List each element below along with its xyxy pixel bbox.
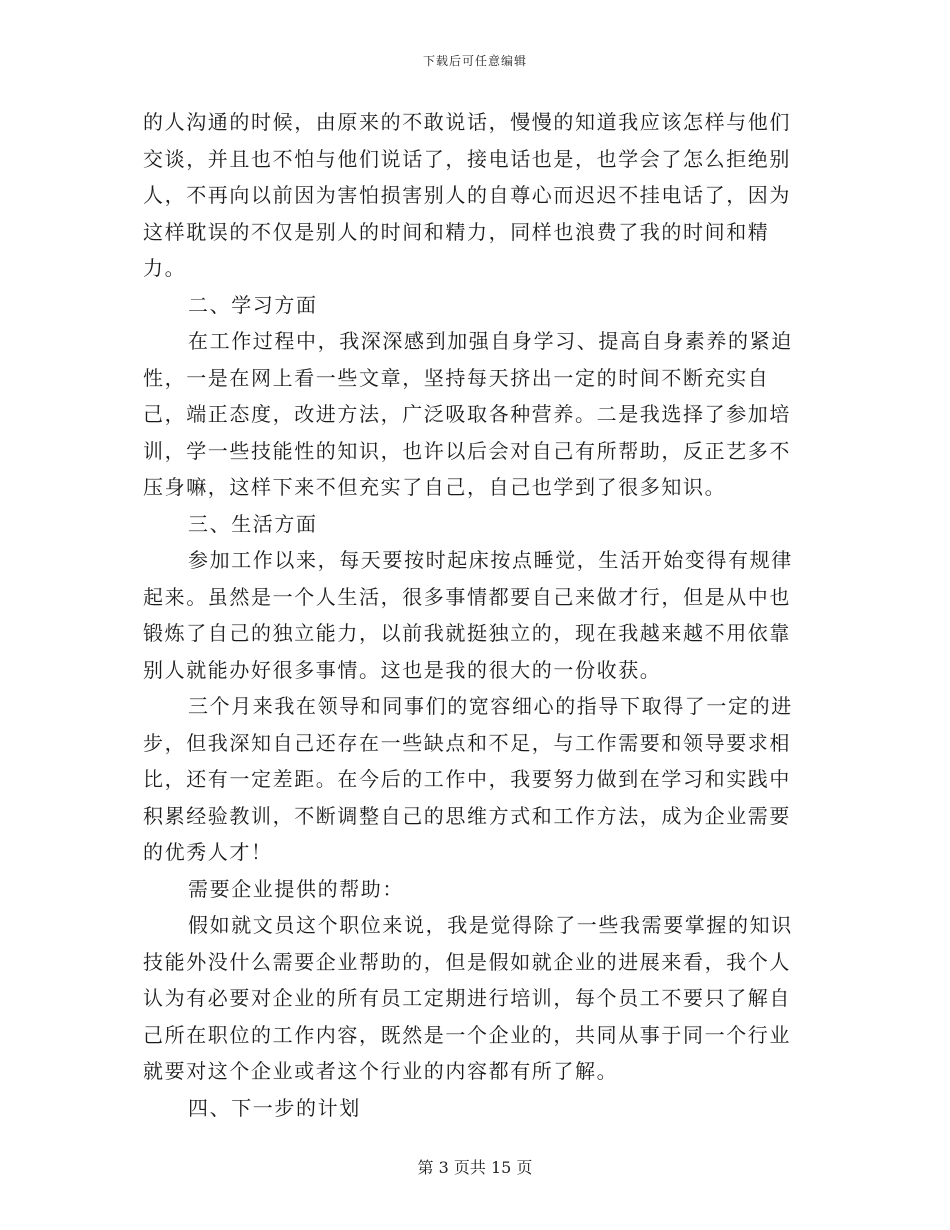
page-header: 下载后可任意编辑	[422, 54, 527, 68]
section-heading-life: 三、生活方面	[188, 511, 318, 536]
paragraph-communication: 的人沟通的时候，由原来的不敢说话，慢慢的知道我应该怎样与他们交谈，并且也不怕与他们说话了，接电话也是，也学会了怎么拒绝别人，不再向以前因为害怕损害别人的自尊心而迟迟不挂电话了，因为这样耽误的不仅是别人的时间和精力，同样也浪费了我的时间和精力。	[143, 110, 791, 280]
page-footer: 第 3 页共 15 页	[417, 1158, 533, 1177]
section-heading-help: 需要企业提供的帮助：	[188, 876, 404, 901]
document-body	[143, 104, 811, 1126]
paragraph-help: 假如就文员这个职位来说，我是觉得除了一些我需要掌握的知识技能外没什么需要企业帮助的，但是假如就企业的进展来看，我个人认为有必要对企业的所有员工定期进行培训，每个员工不要只了解自己所在职位的工作内容，既然是一个企业的，共同从事于同一个行业就要对这个企业或者这个行业的内容都有所了解。	[143, 913, 793, 1083]
paragraph-study: 在工作过程中，我深深感到加强自身学习、提高自身素养的紧迫性，一是在网上看一些文章，坚持每天挤出一定的时间不断充实自己，端正态度，改进方法，广泛吸取各种营养。二是我选择了参加培训，学一些技能性的知识，也许以后会对自己有所帮助，反正艺多不压身嘛，这样下来不但充实了自己，自己也学到了很多知识。	[143, 329, 793, 499]
section-heading-study: 二、学习方面	[188, 292, 318, 317]
paragraph-life: 参加工作以来，每天要按时起床按点睡觉，生活开始变得有规律起来。虽然是一个人生活，很多事情都要自己来做才行，但是从中也锻炼了自己的独立能力，以前我就挺独立的，现在我越来越不用依靠别人就能办好很多事情。这也是我的很大的一份收获。	[143, 548, 793, 682]
paragraph-summary: 三个月来我在领导和同事们的宽容细心的指导下取得了一定的进步，但我深知自己还存在一些缺点和不足，与工作需要和领导要求相比，还有一定差距。在今后的工作中，我要努力做到在学习和实践中积累经验教训，不断调整自己的思维方式和工作方法，成为企业需要的优秀人才！	[143, 694, 793, 864]
section-heading-plan: 四、下一步的计划	[188, 1095, 361, 1120]
